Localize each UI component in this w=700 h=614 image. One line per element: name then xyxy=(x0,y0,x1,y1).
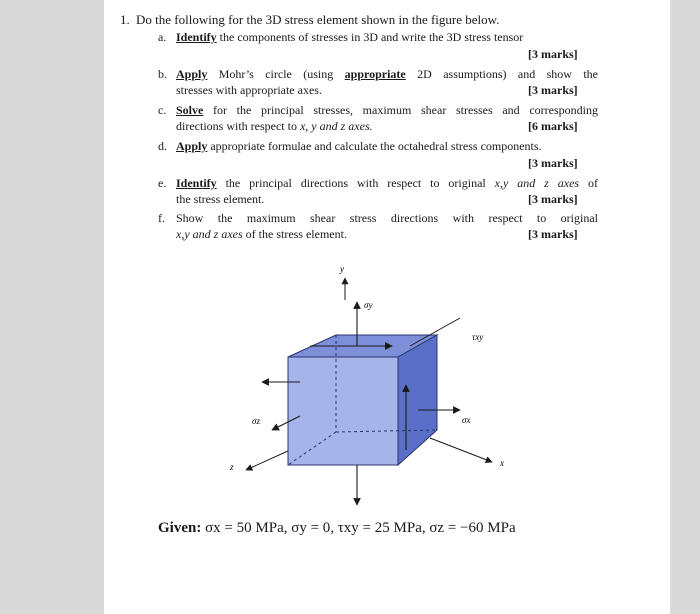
item-d-marks: [3 marks] xyxy=(528,156,578,170)
given-line xyxy=(158,520,516,537)
item-a-line1: the components of stresses in 3D and write the 3D stress tensor xyxy=(216,30,524,44)
item-d-line1: appropriate formulae and calculate the octahedral stress components. xyxy=(207,139,542,153)
item-e-line2: the stress element. xyxy=(176,192,265,206)
sigma-y-label: σy xyxy=(364,300,373,310)
item-e-line1c: of xyxy=(579,176,598,190)
given-label: Given: xyxy=(158,520,202,536)
given-values: σx = 50 MPa, σy = 0, τxy = 25 MPa, σz = −60 MPa xyxy=(205,520,516,536)
item-f-marks: [3 marks] xyxy=(528,227,578,241)
z-axis-line xyxy=(246,450,290,470)
axis-z-label: z xyxy=(230,462,234,472)
item-c-keyword: Solve xyxy=(176,103,204,117)
sigma-z-label: σz xyxy=(252,416,260,426)
cube-front-face xyxy=(288,357,398,465)
item-e-keyword: Identify xyxy=(176,176,217,190)
question-number: 1. xyxy=(120,12,130,27)
item-b-keyword2: appropriate xyxy=(344,67,406,81)
item-f-label: f. xyxy=(158,211,165,225)
item-b-marks: [3 marks] xyxy=(528,83,578,97)
item-e-label: e. xyxy=(158,176,167,190)
item-a-keyword: Identify xyxy=(176,30,217,44)
item-b-line2: stresses with appropriate axes. xyxy=(176,83,322,97)
item-b-line1a: Mohr’s circle (using xyxy=(207,67,345,81)
axis-x-label: x xyxy=(500,458,504,468)
tau-xy-label: τxy xyxy=(472,332,484,342)
item-c-label: c. xyxy=(158,103,167,117)
x-axis-line xyxy=(430,438,492,462)
sigma-x-label: σx xyxy=(462,415,471,425)
item-c-line2a: directions with respect to xyxy=(176,119,300,133)
item-f-line2b: of the stress element. xyxy=(242,227,347,241)
item-c-line1: for the principal stresses, maximum shear stresses and corresponding xyxy=(203,103,598,117)
question-title: Do the following for the 3D stress element shown in the figure below. xyxy=(136,12,500,27)
item-e-line1a: the principal directions with respect to original xyxy=(216,176,495,190)
item-f-line2a: x,y and z axes xyxy=(176,227,243,241)
item-b-keyword: Apply xyxy=(176,67,208,81)
item-c-line2b: x, y and z axes. xyxy=(299,119,373,133)
item-f-line1: Show the maximum shear stress directions with respect to original xyxy=(176,211,598,225)
item-c-marks: [6 marks] xyxy=(528,119,578,133)
item-e-marks: [3 marks] xyxy=(528,192,578,206)
item-b-label: b. xyxy=(158,67,167,81)
item-d-label: d. xyxy=(158,139,167,153)
cube-right-face xyxy=(398,335,437,465)
item-a-marks: [3 marks] xyxy=(528,47,578,61)
item-d-keyword: Apply xyxy=(176,139,208,153)
item-b-line1b: 2D assumptions) and show the xyxy=(405,67,598,81)
axis-y-label: y xyxy=(340,264,344,274)
item-e-line1b: x,y and z axes xyxy=(494,176,580,190)
item-a-label: a. xyxy=(158,30,167,44)
